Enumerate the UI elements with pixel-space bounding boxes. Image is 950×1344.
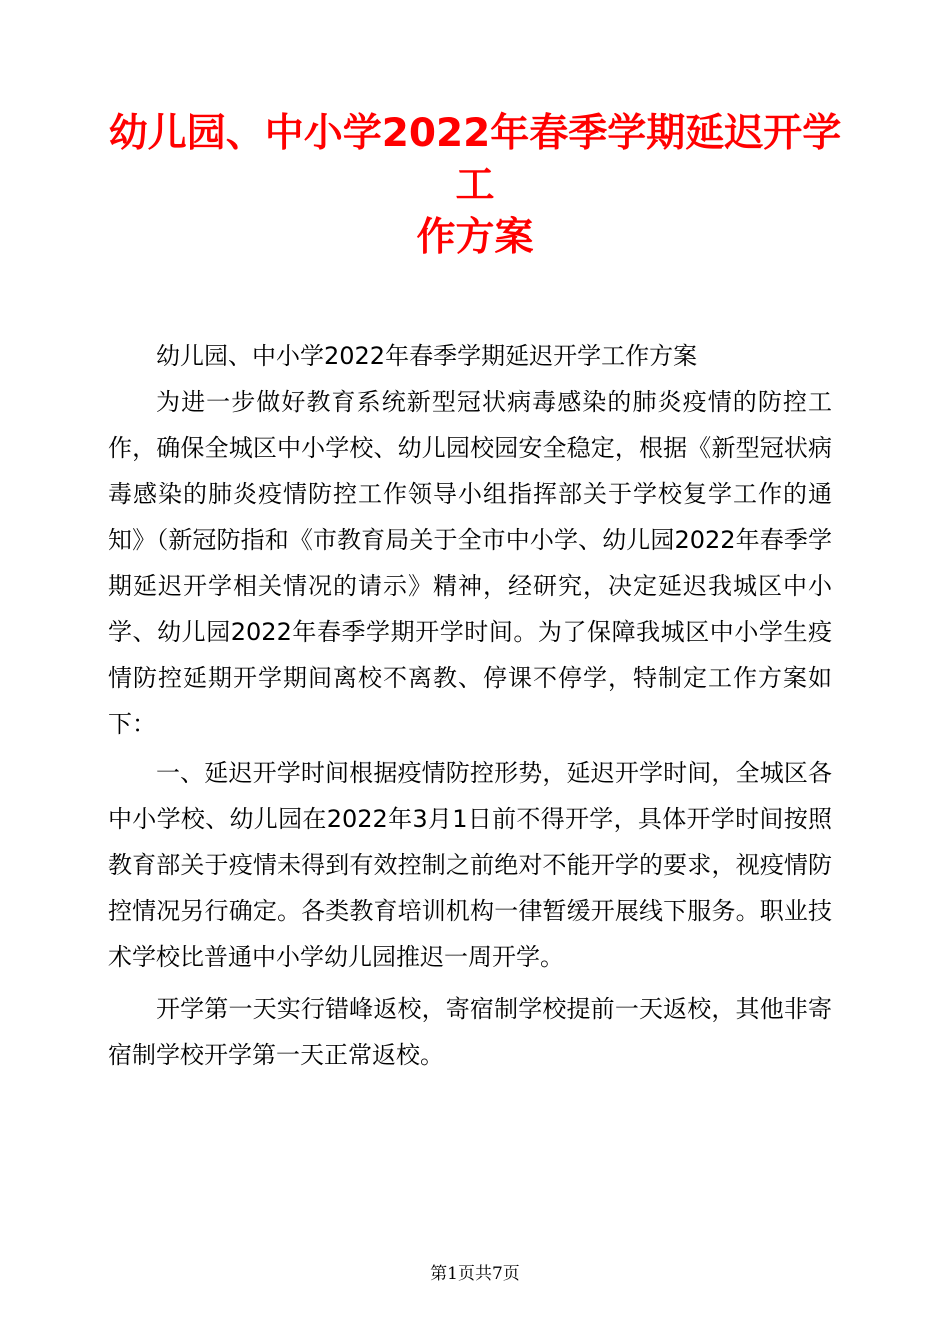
paragraph-intro: 为进一步做好教育系统新型冠状病毒感染的肺炎疫情的防控工作，确保全城区中小学校、幼儿园校园安全稳定，根据《新型冠状病毒感染的肺炎疫情防控工作领导小组指挥部关于学校复学工作的通知》（新冠防指和《市教育局关于全市中小学、幼儿园2022年春季学期延迟开学相关情况的请示》精神，经研究，决定延迟我城区中小学、幼儿园2022年春季学期开学时间。为了保障我城区中小学生疫情防控延期开学期间离校不离教、停课不停学，特制定工作方案如下： xyxy=(108,388,832,738)
paragraph-section-1: 一、延迟开学时间根据疫情防控形势，延迟开学时间，全城区各中小学校、幼儿园在2022年3月1日前不得开学，具体开学时间按照教育部关于疫情未得到有效控制之前绝对不能开学的要求，视疫情防控情况另行确定。各类教育培训机构一律暂缓开展线下服务。职业技术学校比普通中小学幼儿园推迟一周开学。 xyxy=(108,759,832,971)
title-line-1: 幼儿园、中小学2022年春季学期延迟开学工 xyxy=(108,111,842,208)
document-title xyxy=(90,108,860,264)
title-line-2: 作方案 xyxy=(416,215,534,260)
document-body xyxy=(108,333,832,1078)
paragraph-return-schedule: 开学第一天实行错峰返校，寄宿制学校提前一天返校，其他非寄宿制学校开学第一天正常返校。 xyxy=(108,995,832,1069)
paragraph-heading: 幼儿园、中小学2022年春季学期延迟开学工作方案 xyxy=(156,342,698,370)
page-number: 第1页共7页 xyxy=(430,1264,520,1284)
